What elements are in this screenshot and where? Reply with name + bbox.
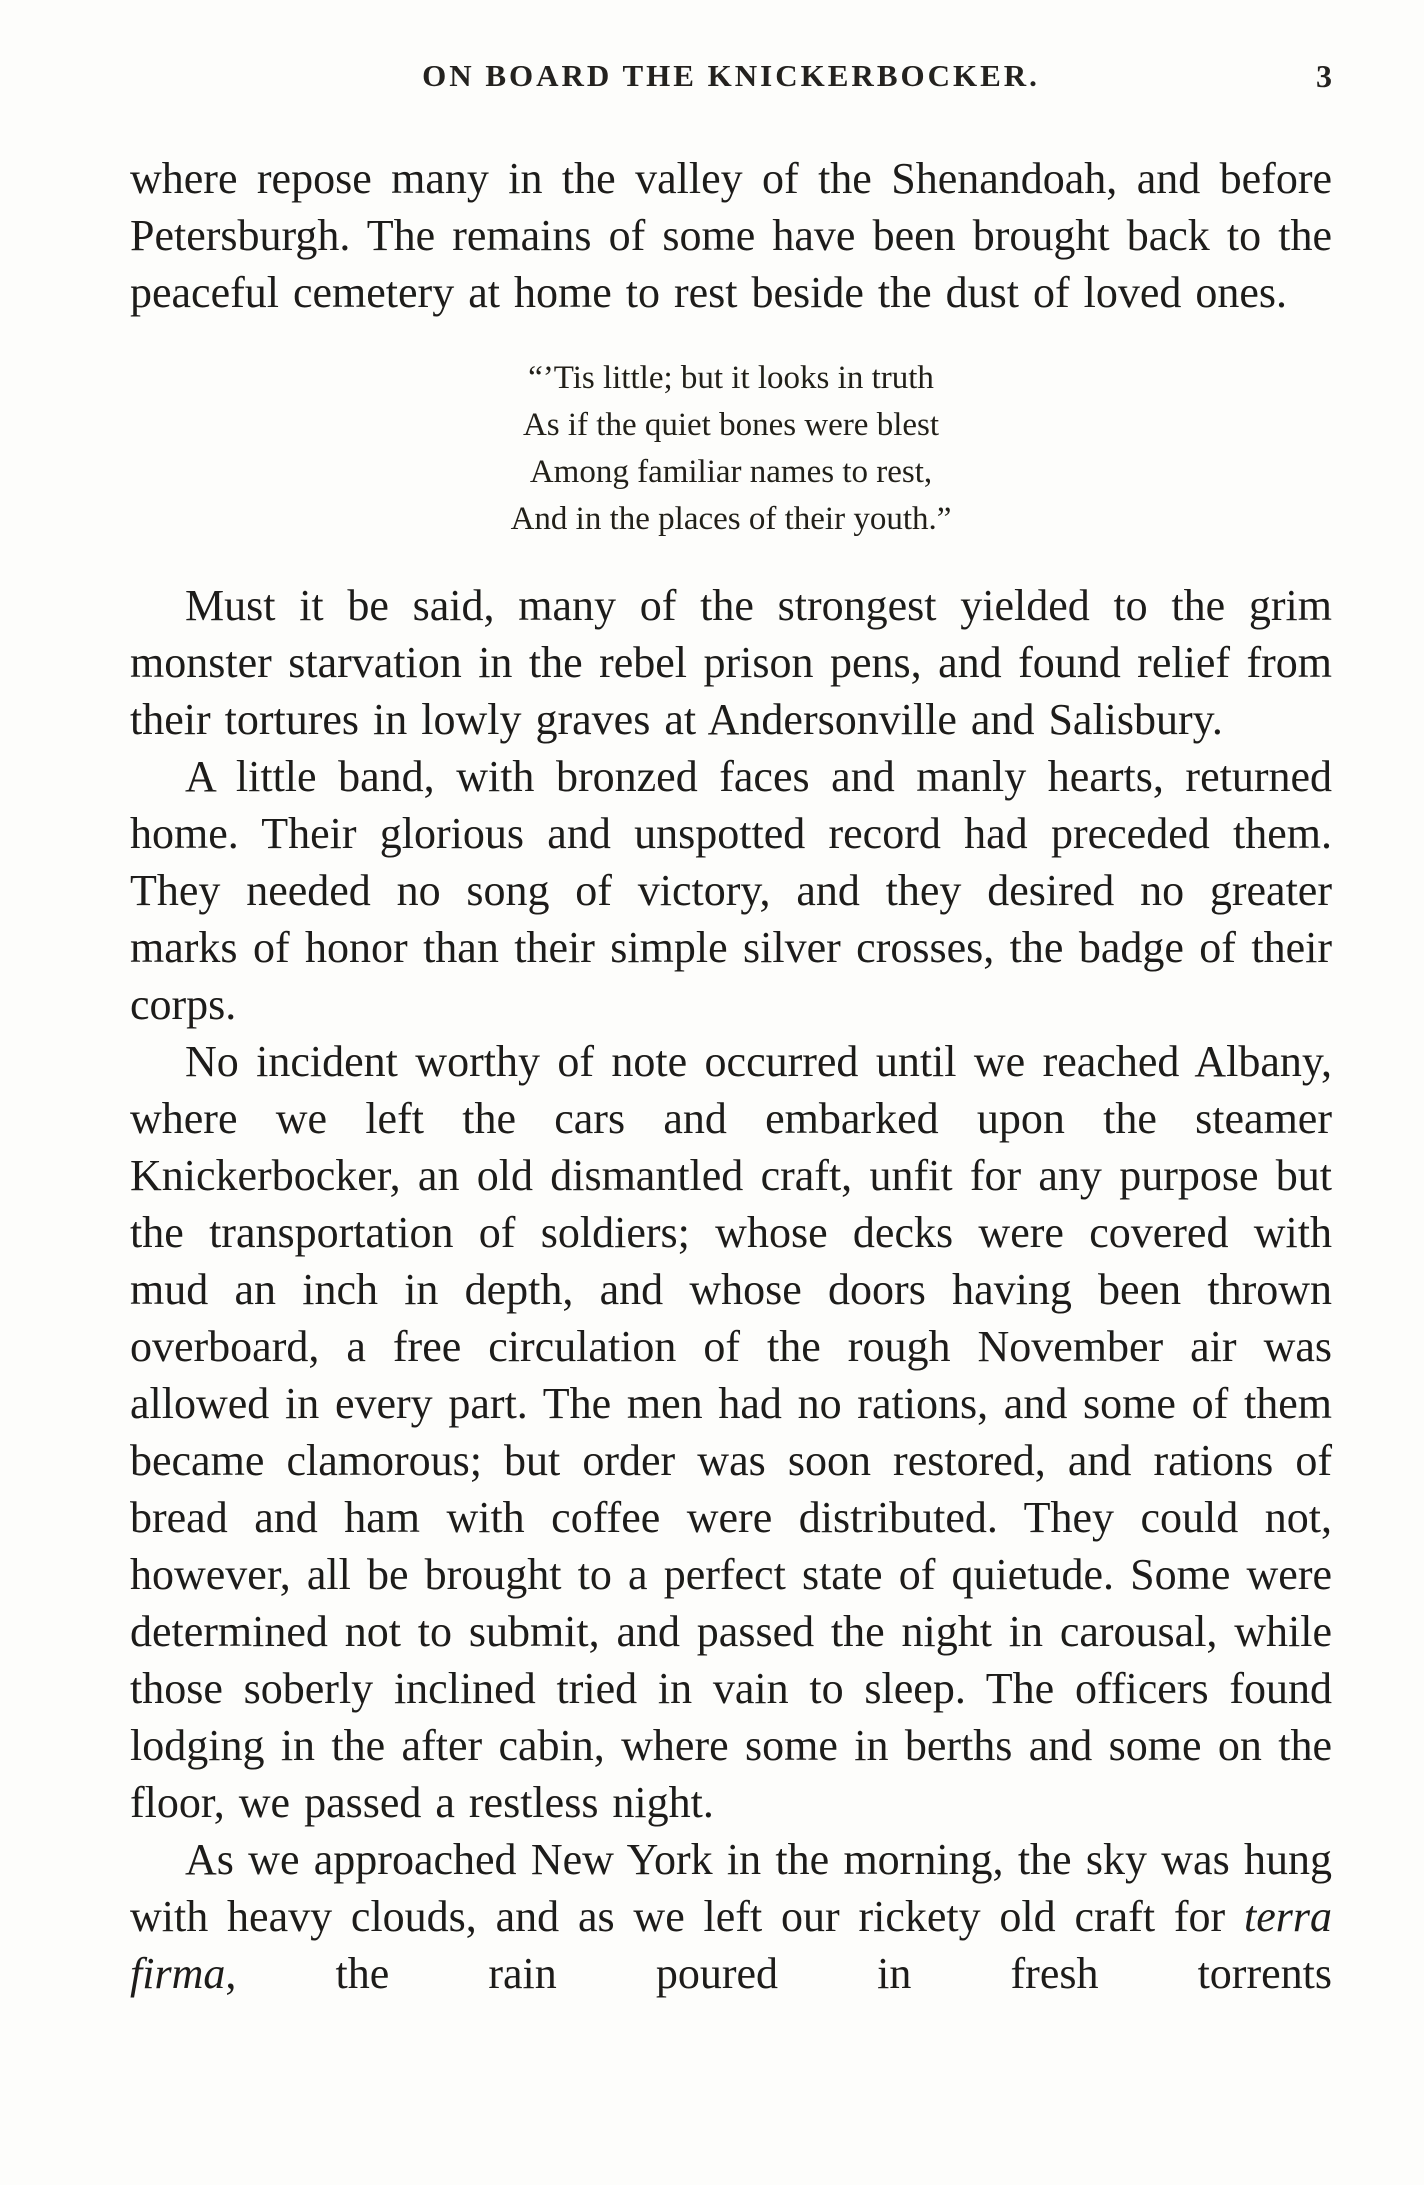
text-run: No incident worthy of note occurred until we reached Albany, where we left the cars and embarked upon the steamer Knickerbocker, an old dismantled craft, unfit for any purpose but the transportation of soldiers; whose decks were covered with mud an inch in depth, and whose doors having been thrown overboard, a free circulation of the rough November air was allowed in every part. The men had no rations, and some of them became clamorous; but order was soon restored, and rations of bread and ham with coffee were distributed. They could not, however, all be brought to a perfect state of quietude. Some were determined not to submit, and passed the night in carousal, while those soberly inclined tried in vain to sleep. The officers found lodging in the after cabin, where some in berths and some on the floor, we passed a restless night. [130, 1037, 1332, 1827]
page-header [130, 58, 1332, 102]
paragraph [130, 577, 1332, 748]
poem-line: Among familiar names to rest, [529, 454, 933, 490]
page-content [130, 150, 1332, 2002]
text-run: A little band, with bronzed faces and manly hearts, returned home. Their glorious and unspotted record had preceded them. They needed no song of victory, and they desired no greater marks of honor than their simple silver crosses, the badge of their corps. [130, 752, 1332, 1029]
paragraph [130, 150, 1332, 321]
text-run: , the rain poured in fresh torrents [225, 1949, 1332, 1998]
text-run: where repose many in the valley of the Shenandoah, and before Petersburgh. The remains of some have been brought back to the peaceful cemetery at home to rest beside the dust of loved ones. [130, 154, 1332, 317]
paragraph [130, 748, 1332, 1033]
text-run: As we approached New York in the morning, the sky was hung with heavy clouds, and as we left our rickety old craft for [130, 1835, 1332, 1941]
text-run: Must it be said, many of the strongest yielded to the grim monster starvation in the rebel prison pens, and found relief from their tortures in lowly graves at Andersonville and Salisbury. [130, 581, 1332, 744]
poem-line: “’Tis little; but it looks in truth [528, 360, 934, 396]
running-title: ON BOARD THE KNICKERBOCKER. [422, 58, 1040, 93]
paragraph [130, 1033, 1332, 1831]
poem-line: As if the quiet bones were blest [522, 407, 940, 443]
poem-line: And in the places of their youth.” [510, 501, 952, 537]
paragraph [130, 1831, 1332, 2002]
page-number: 3 [1316, 58, 1332, 94]
poem-quote [130, 355, 1332, 543]
italic-text: terra firma [130, 1892, 1332, 1998]
